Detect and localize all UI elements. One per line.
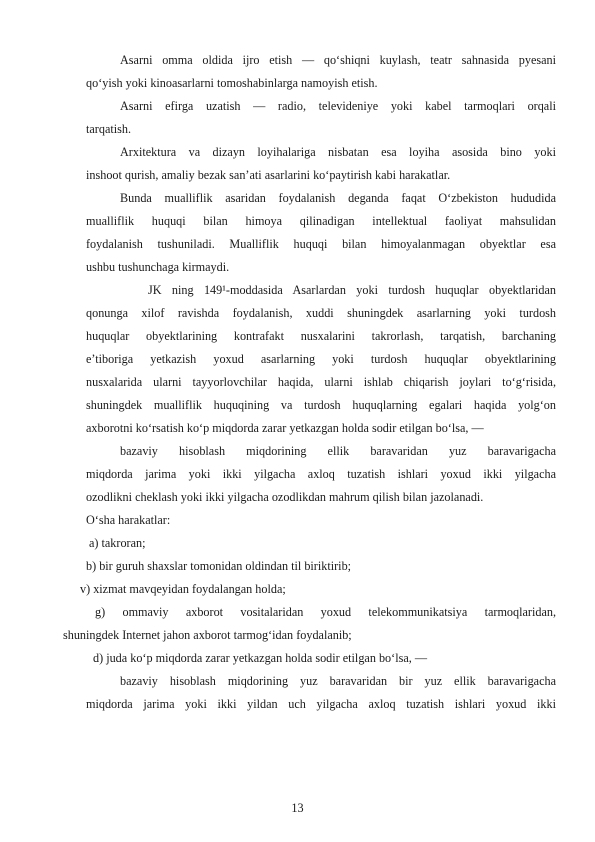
- text-line: tarqatish.: [86, 122, 132, 136]
- text-line: miqdorda jarima yoki ikki yilgacha axloq tuzatish ishlari yoxud ikki yilgacha: [86, 467, 556, 481]
- list-item: b) bir guruh shaxslar tomonidan oldindan til biriktirib;: [86, 559, 352, 573]
- text-line: axborotni ko‘rsatish ko‘p miqdorda zarar yetkazgan holda sodir etilgan bo‘lsa, —: [86, 421, 484, 435]
- text-line: ushbu tushunchaga kirmaydi.: [86, 260, 230, 274]
- text-line: Asarni efirga uzatish — radio, televideniye yoki kabel tarmoqlari orqali: [120, 99, 556, 113]
- text-line: Bunda mualliflik asaridan foydalanish deganda faqat O‘zbekiston hududida: [120, 191, 556, 205]
- list-item: v) xizmat mavqeyidan foydalangan holda;: [80, 582, 286, 596]
- list-item: g) ommaviy axborot vositalaridan yoxud telekommunikatsiya tarmoqlaridan,: [95, 605, 556, 619]
- text-line: JK ning 149¹-moddasida Asarlardan yoki turdosh huquqlar obyektlaridan: [148, 283, 556, 297]
- text-line: bazaviy hisoblash miqdorining yuz baravaridan bir yuz ellik baravarigacha: [120, 674, 556, 688]
- text-line: mualliflik huquqi bilan himoya qilinadigan intellektual faoliyat mahsulidan: [86, 214, 556, 228]
- list-item: d) juda ko‘p miqdorda zarar yetkazgan holda sodir etilgan bo‘lsa, —: [93, 651, 428, 665]
- text-line: Arxitektura va dizayn loyihalariga nisbatan esa loyiha asosida bino yoki: [120, 145, 556, 159]
- text-line: Asarni omma oldida ijro etish — qo‘shiqni kuylash, teatr sahnasida pyesani: [120, 53, 556, 67]
- text-line: qonunga xilof ravishda foydalanish, xuddi shuningdek asarlarning yoki turdosh: [86, 306, 556, 320]
- page-number: 13: [291, 801, 304, 815]
- text-line: qo‘yish yoki kinoasarlarni tomoshabinlarga namoyish etish.: [86, 76, 378, 90]
- text-line: shuningdek Internet jahon axborot tarmog‘idan foydalanib;: [63, 628, 352, 642]
- text-line: ozodlikni cheklash yoki ikki yilgacha ozodlikdan mahrum qilish bilan jazolanadi.: [86, 490, 484, 504]
- text-line: e’tiboriga yetkazish yoxud asarlarning yoki turdosh huquqlar obyektlarining: [86, 352, 556, 366]
- text-line: huquqlar obyektlarining kontrafakt nusxalarini takrorlash, tarqatish, barchaning: [86, 329, 556, 343]
- text-line: shuningdek mualliflik huquqining va turdosh huquqlarning egalari haqida yolg‘on: [86, 398, 556, 412]
- list-item: a) takroran;: [89, 536, 146, 550]
- text-line: miqdorda jarima yoki ikki yildan uch yilgacha axloq tuzatish ishlari yoxud ikki: [86, 697, 556, 711]
- text-line: nusxalarida ularni tayyorlovchilar haqida, ularni ishlab chiqarish joylari to‘g‘risida,: [86, 375, 556, 389]
- text-line: inshoot qurish, amaliy bezak san’ati asarlarini ko‘paytirish kabi harakatlar.: [86, 168, 451, 182]
- text-line: O‘sha harakatlar:: [86, 513, 171, 527]
- text-line: bazaviy hisoblash miqdorining ellik baravaridan yuz baravarigacha: [120, 444, 556, 458]
- text-line: foydalanish tushuniladi. Mualliflik huquqi bilan himoyalanmagan obyektlar esa: [86, 237, 556, 251]
